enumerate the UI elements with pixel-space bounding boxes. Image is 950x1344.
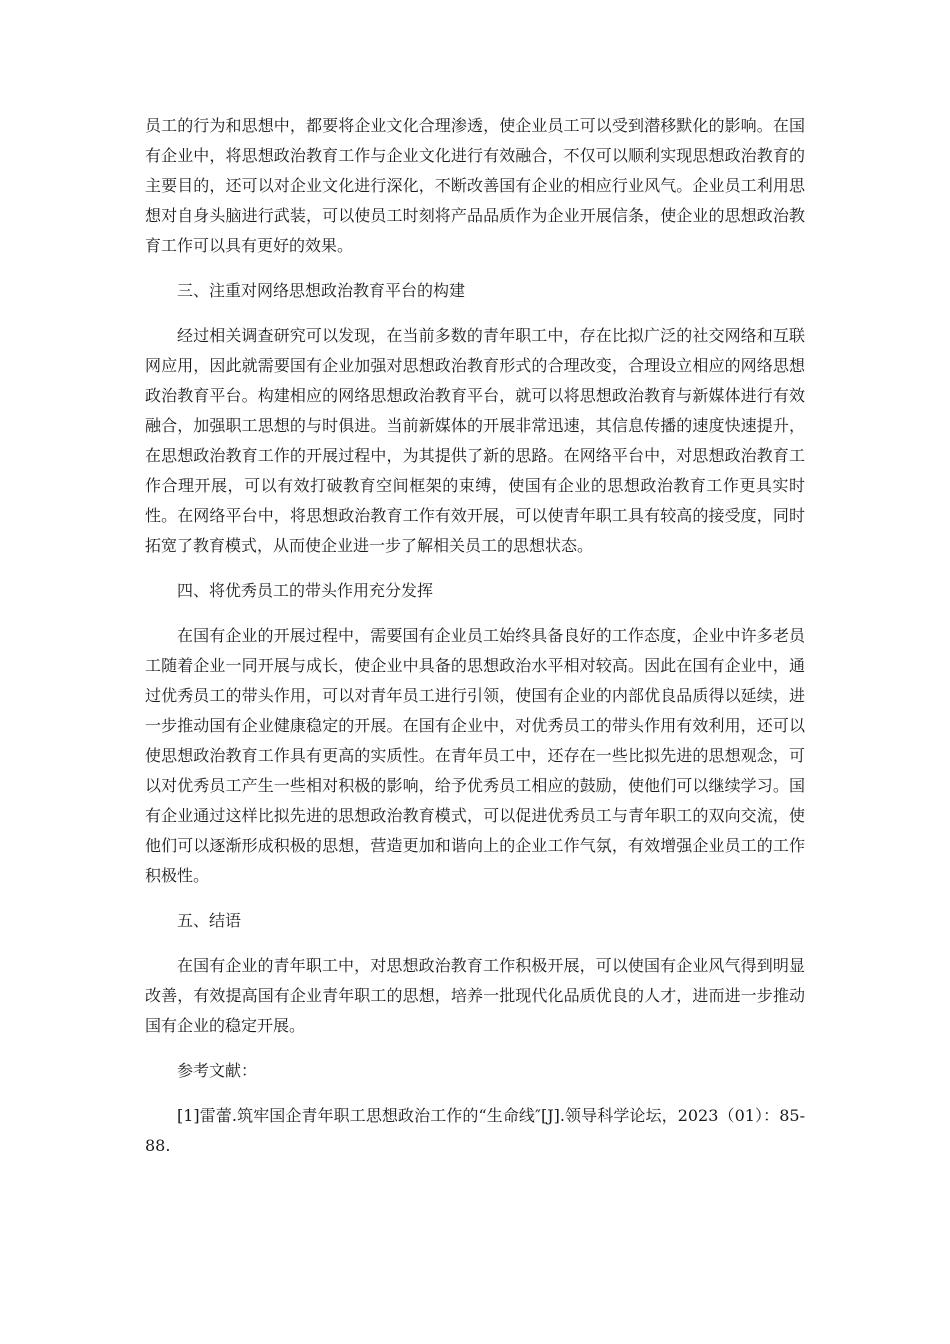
section-heading-5: 五、结语 [177,911,242,930]
references-title: 参考文献： [177,1061,258,1080]
section-heading-3: 三、注重对网络思想政治教育平台的构建 [177,281,466,300]
document-page [145,111,805,1161]
section-heading-4: 四、将优秀员工的带头作用充分发挥 [177,581,434,600]
paragraph-excellent-staff: 在国有企业的开展过程中，需要国有企业员工始终具备良好的工作态度，企业中许多老员工随着企业一同开展与成长，使企业中具备的思想政治水平相对较高。因此在国有企业中，通过优秀员工的带头作用，可以对青年员工进行引领，使国有企业的内部优良品质得以延续，进一步推动国有企业健康稳定的开展。在国有企业中，对优秀员工的带头作用有效利用，还可以使思想政治教育工作具有更高的实质性。在青年员工中，还存在一些比拟先进的思想观念，可以对优秀员工产生一些相对积极的影响，给予优秀员工相应的鼓励，使他们可以继续学习。国有企业通过这样比拟先进的思想政治教育模式，可以促进优秀员工与青年职工的双向交流，使他们可以逐渐形成积极的思想，营造更加和谐向上的企业工作气氛，有效增强企业员工的工作积极性。 [145,626,805,885]
reference-item: [1]雷蕾.筑牢国企青年职工思想政治工作的“生命线″[J].领导科学论坛，2023（01）：85-88. [145,1106,805,1155]
paragraph-conclusion: 在国有企业的青年职工中，对思想政治教育工作积极开展，可以使国有企业风气得到明显改善，有效提高国有企业青年职工的思想，培养一批现代化品质优良的人才，进而进一步推动国有企业的稳定开展。 [145,956,805,1035]
paragraph-network-platform: 经过相关调查研究可以发现，在当前多数的青年职工中，存在比拟广泛的社交网络和互联网应用，因此就需要国有企业加强对思想政治教育形式的合理改变，合理设立相应的网络思想政治教育平台。构建相应的网络思想政治教育平台，就可以将思想政治教育与新媒体进行有效融合，加强职工思想的与时俱进。当前新媒体的开展非常迅速，其信息传播的速度快速提升，在思想政治教育工作的开展过程中，为其提供了新的思路。在网络平台中，对思想政治教育工作合理开展，可以有效打破教育空间框架的束缚，使国有企业的思想政治教育工作更具实时性。在网络平台中，将思想政治教育工作有效开展，可以使青年职工具有较高的接受度，同时拓宽了教育模式，从而使企业进一步了解相关员工的思想状态。 [145,326,805,555]
paragraph-corporate-culture: 员工的行为和思想中，都要将企业文化合理渗透，使企业员工可以受到潜移默化的影响。在国有企业中，将思想政治教育工作与企业文化进行有效融合，不仅可以顺利实现思想政治教育的主要目的，还可以对企业文化进行深化，不断改善国有企业的相应行业风气。企业员工利用思想对自身头脑进行武装，可以使员工时刻将产品品质作为企业开展信条，使企业的思想政治教育工作可以具有更好的效果。 [145,116,805,255]
